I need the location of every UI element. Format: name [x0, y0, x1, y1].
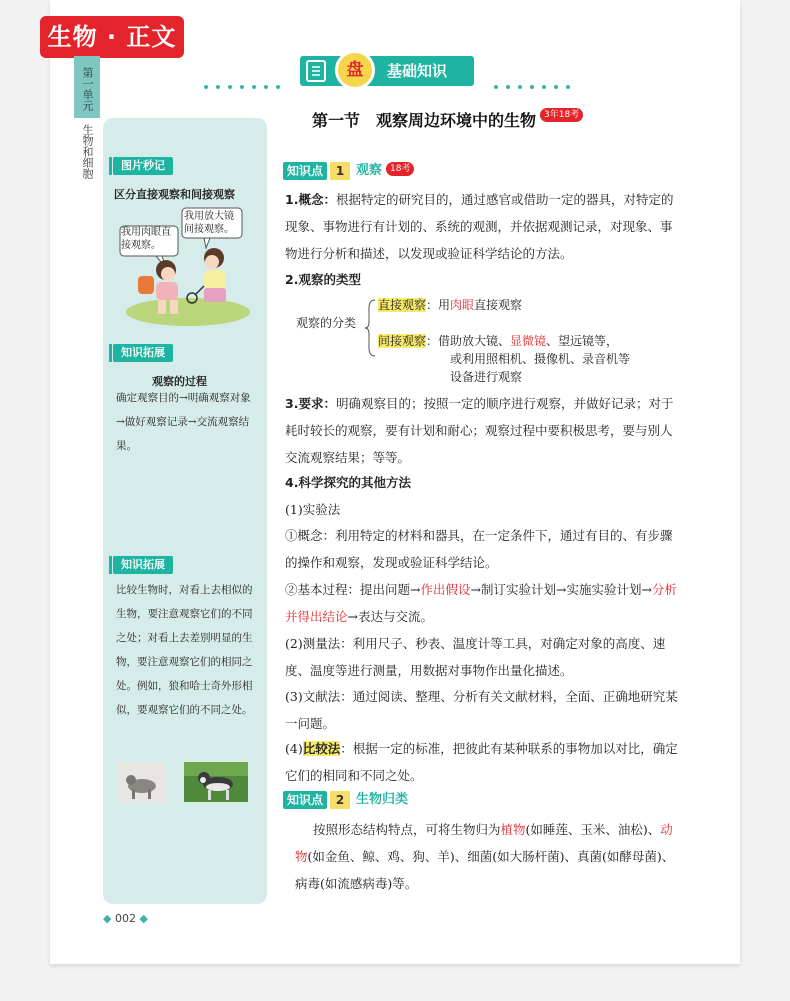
- sidebar-tag-extension-1: 知识拓展: [113, 344, 173, 362]
- para-types-head: [285, 266, 680, 293]
- indirect-label: 间接观察: [378, 334, 427, 348]
- brace-icon: [364, 298, 376, 358]
- page-number: [103, 912, 148, 925]
- classification-red-1: 植物: [500, 822, 526, 837]
- header-dots-right: [494, 74, 578, 78]
- direct-observation: [378, 296, 522, 315]
- process-pre: ②基本过程：提出问题→: [285, 582, 421, 597]
- para-methods-head: [285, 469, 680, 496]
- comparison-hl: 比较法: [302, 741, 341, 756]
- direct-post: 直接观察: [474, 298, 523, 312]
- diamond-icon-right: ◆: [139, 912, 148, 925]
- sidebar-text-compare: 比较生物时，对看上去相似的生物，要注意观察它们的不同之处；对看上去差别明显的生物，要注意观察它们的相同之处。例如，狼和哈士奇外形相似，要观察它们的不同之处。: [116, 584, 253, 716]
- direct-label: 直接观察: [378, 298, 427, 312]
- bubble-indirect-text: 我用放大镜间接观察。: [184, 211, 234, 235]
- method-literature: (3)文献法：通过阅读、整理、分析有关文献材料，全面、正确地研究某一问题。: [285, 689, 678, 731]
- section-title-text: 第一节 观察周边环境中的生物: [312, 111, 537, 130]
- sidebar-tag-picture: 图片秒记: [113, 157, 173, 175]
- indirect-line-2: 或利用照相机、摄像机、录音机等: [450, 352, 631, 366]
- kp2-name: 生物归类: [356, 792, 409, 807]
- notebook-icon: [306, 60, 326, 82]
- husky-photo: [184, 762, 248, 802]
- indirect-l1-pre: ：借助放大镜、: [426, 334, 511, 348]
- wolf-photo: [118, 762, 166, 802]
- indirect-line-3: 设备进行观察: [450, 370, 523, 384]
- method-comparison: [285, 735, 680, 789]
- unit-label: 第一单元: [74, 56, 100, 118]
- method-experiment-concept: ①概念：利用特定的材料和器具，在一定条件下，通过有目的、有步骤的操作和观察，发现或验证科学结论。: [285, 528, 673, 570]
- header-dots-left: [204, 74, 288, 78]
- sidebar-title-process: 观察的过程: [152, 375, 207, 388]
- knowledge-point-1: [283, 162, 414, 180]
- kp1-label: 知识点: [283, 162, 327, 180]
- method-experiment-process: [285, 576, 680, 630]
- diamond-icon-left: ◆: [103, 912, 112, 925]
- indirect-l1-red: 显微镜: [510, 334, 547, 348]
- sidebar-tag-extension-2: 知识拓展: [113, 556, 173, 574]
- requirements-text: 明确观察目的；按照一定的顺序进行观察，并做好记录；对于耗时较长的观察，要有计划和耐心；观察过程中要积极思考，要与别人交流观察结果；等等。: [285, 396, 674, 465]
- para-requirements: [285, 390, 680, 471]
- method-experiment: (1)实验法: [285, 502, 341, 517]
- para-concept-head: 1.概念：: [285, 192, 336, 207]
- kp1-name: 观察: [356, 163, 383, 178]
- para-concept: [285, 186, 680, 267]
- comparison-post: ：根据一定的标准，把彼此有某种联系的事物加以对比，确定它们的相同和不同之处。: [285, 741, 678, 783]
- process-red-2: 分析并得出结论: [285, 582, 677, 624]
- sidebar-title-observation: 区分直接观察和间接观察: [114, 188, 235, 201]
- comparison-pre: (4): [285, 741, 303, 756]
- sidebar-text-process: 确定观察目的→明确观察对象→做好观察记录→交流观察结果。: [116, 392, 251, 452]
- section-title: [312, 108, 583, 131]
- direct-pre: ：用: [426, 298, 451, 312]
- kp2-number: 2: [330, 791, 350, 809]
- header-pan-badge: 盘: [335, 50, 375, 90]
- para-classification: [295, 816, 680, 897]
- bubble-direct-text: 我用肉眼直接观察。: [121, 227, 171, 251]
- process-mid: →制订实验计划→实施实验计划→: [470, 582, 652, 597]
- classification-mid: (如睡莲、玉米、油松)、: [525, 822, 661, 837]
- subject-tab: 生物 · 正文: [40, 16, 184, 58]
- para-concept-text: 根据特定的研究目的，通过感官或借助一定的器具，对特定的现象、事物进行有计划的、系统的观测，并依据观测记录，对现象、事物进行分析和描述，以发现或验证科学结论的方法。: [285, 192, 674, 261]
- indirect-observation: [378, 332, 618, 351]
- direct-red: 肉眼: [450, 298, 475, 312]
- page-number-text: 002: [114, 912, 136, 925]
- exam-count-badge: 3年18考: [540, 108, 583, 122]
- kp1-number: 1: [330, 162, 350, 180]
- chapter-label: 生物和细胞: [81, 124, 94, 179]
- classification-pre: 按照形态结构特点，可将生物归为: [313, 822, 501, 837]
- classification-red-2: 动物: [295, 822, 673, 864]
- knowledge-point-2: [283, 791, 408, 809]
- kp2-label: 知识点: [283, 791, 327, 809]
- kp1-exam-badge: 18考: [386, 162, 414, 176]
- side-strip: [74, 56, 100, 456]
- requirements-head: 3.要求：: [285, 396, 336, 411]
- process-red-1: 作出假设: [420, 582, 471, 597]
- header-title: 基础知识: [387, 62, 448, 80]
- method-measurement: (2)测量法：利用尺子、秒表、温度计等工具，对确定对象的高度、速度、温度等进行测量，用数据对事物作出量化描述。: [285, 636, 666, 678]
- process-post: →表达与交流。: [347, 609, 433, 624]
- classification-post: (如金鱼、鲸、鸡、狗、羊)、细菌(如大肠杆菌)、真菌(如酵母菌)、病毒(如流感病毒)等。: [295, 849, 675, 891]
- methods-head: 4.科学探究的其他方法: [285, 475, 411, 490]
- classification-label: 观察的分类: [296, 316, 357, 330]
- types-head: 2.观察的类型: [285, 272, 361, 287]
- indirect-l1-post: 、望远镜等，: [546, 334, 619, 348]
